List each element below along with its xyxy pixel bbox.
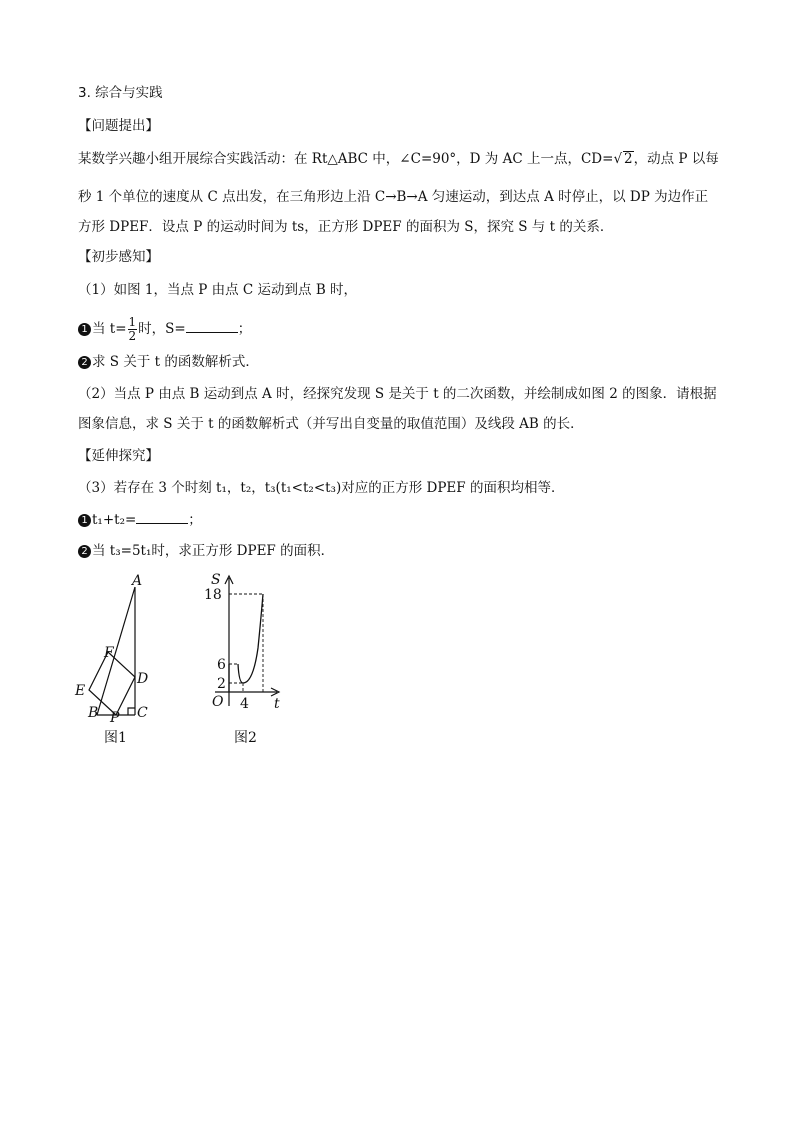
question-1-intro: （1）如图 1，当点 P 由点 C 运动到点 B 时， <box>78 282 358 298</box>
label-c: C <box>137 705 148 721</box>
label-f: F <box>104 645 114 661</box>
question-2-line-1: （2）当点 P 由点 B 运动到点 A 时，经探究发现 S 是关于 t 的二次函数，并绘制成如图 2 的图象．请根据 <box>78 386 717 402</box>
question-1-part-2: 2 求 S 关于 t 的函数解析式． <box>78 352 259 372</box>
tick-label-2: 2 <box>217 676 226 692</box>
label-e: E <box>75 683 86 699</box>
question-2-line-2: 图象信息，求 S 关于 t 的函数解析式（并写出自变量的取值范围）及线段 AB 的长． <box>78 416 584 432</box>
problem-line-2: 秒 1 个单位的速度从 C 点出发，在三角形边上沿 C→B→A 匀速运动，到达点 A 时停止，以 DP 为边作正 <box>78 189 709 205</box>
origin-label: O <box>212 694 224 710</box>
circled-number-icon: 1 <box>78 514 91 527</box>
question-3-part-1: 1 t₁+t₂= ； <box>78 510 202 530</box>
section-extended-exploration: 【延伸探究】 <box>78 448 159 464</box>
tick-label-6: 6 <box>217 657 226 673</box>
segment-ab <box>97 587 135 715</box>
problem-line-1: 某数学兴趣小组开展综合实践活动：在 Rt△ABC 中，∠C=90°，D 为 AC 上一点，CD=√ 2，动点 P 以每 <box>78 151 719 167</box>
graph-segment-2 <box>238 594 263 683</box>
circled-number-icon: 1 <box>78 323 91 336</box>
axis-label-t: t <box>274 696 280 712</box>
sqrt-symbol: √ <box>613 151 623 167</box>
figure-1-triangle-diagram <box>70 572 180 750</box>
circled-number-icon: 2 <box>78 356 91 369</box>
section-problem-statement: 【问题提出】 <box>78 118 159 134</box>
fraction-one-half: $\frac{1}{2}$ <box>128 315 137 343</box>
right-angle-marker <box>128 708 135 715</box>
answer-blank[interactable] <box>186 320 238 333</box>
figure-2-caption: 图2 <box>234 730 257 746</box>
label-b: B <box>88 705 99 721</box>
problem-heading: 3. 综合与实践 <box>78 85 163 101</box>
label-a: A <box>132 573 143 589</box>
tick-label-18: 18 <box>204 587 222 603</box>
figure-2-function-graph <box>195 568 295 750</box>
section-initial-perception: 【初步感知】 <box>78 249 159 265</box>
question-1-part-1: 1 当 t= $\frac{1}{2}$ 时，S= ； <box>78 316 251 343</box>
tick-label-4: 4 <box>240 696 249 712</box>
question-3-part-2: 2 当 t₃=5t₁时，求正方形 DPEF 的面积． <box>78 541 334 561</box>
label-p: P <box>110 710 120 726</box>
question-3-intro: （3）若存在 3 个时刻 t₁，t₂，t₃(t₁<t₂<t₃)对应的正方形 DPEF 的面积均相等． <box>78 480 565 496</box>
problem-line-3: 方形 DPEF．设点 P 的运动时间为 ts，正方形 DPEF 的面积为 S，探究 S 与 t 的关系． <box>78 219 614 235</box>
figure-1-caption: 图1 <box>104 730 127 746</box>
sqrt-radicand: 2 <box>624 151 633 167</box>
axis-label-s: S <box>211 572 221 588</box>
answer-blank[interactable] <box>136 511 188 524</box>
circled-number-icon: 2 <box>78 545 91 558</box>
label-d: D <box>137 671 149 687</box>
